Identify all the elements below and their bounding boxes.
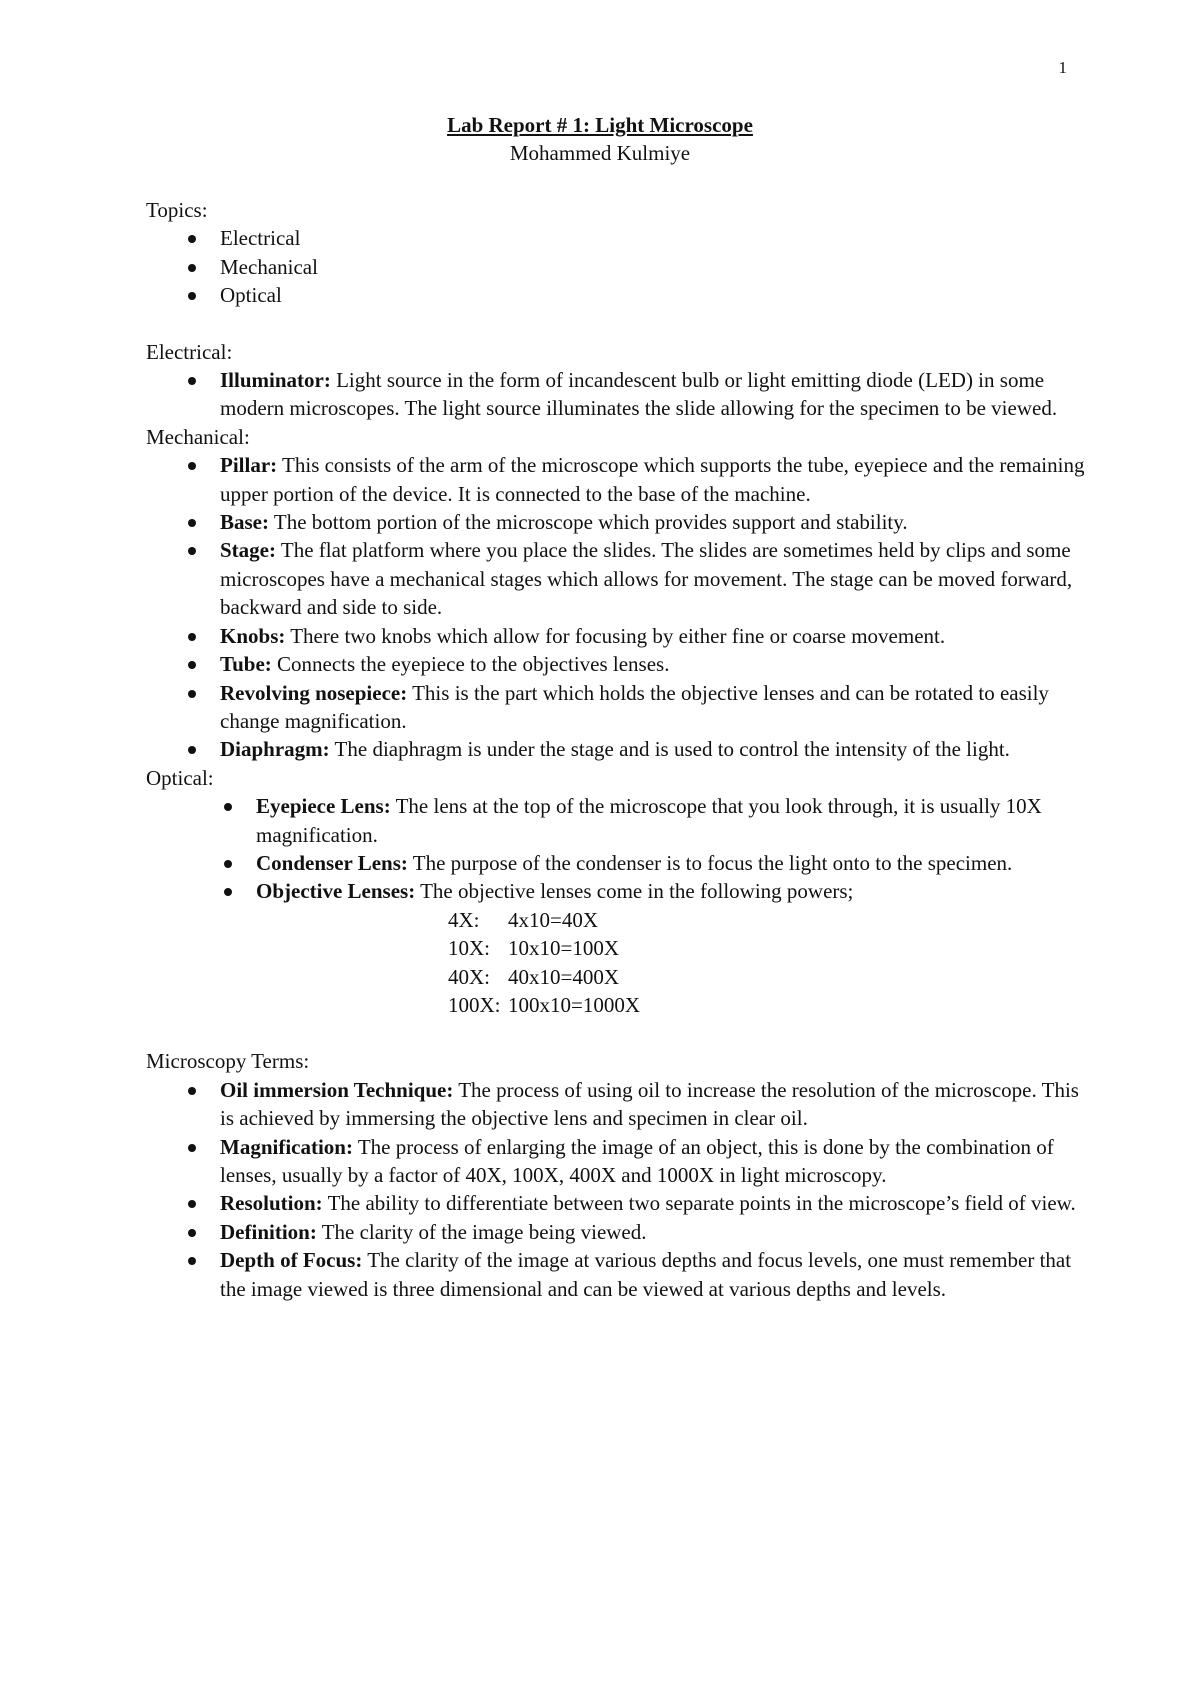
term-definition: The flat platform where you place the slides. The slides are sometimes held by clips and some microscopes have a mechanical stages which allows for movement. The stage can be moved forward, backward and side to side. bbox=[220, 538, 1073, 620]
terms-heading: Microscopy Terms: bbox=[146, 1049, 310, 1074]
term-label: Tube: bbox=[220, 652, 272, 677]
power-row bbox=[448, 934, 1086, 962]
term-label: Eyepiece Lens: bbox=[256, 794, 391, 819]
list-item: Mechanical bbox=[146, 253, 1086, 281]
list-item bbox=[146, 1218, 1086, 1246]
power-value: 100X: bbox=[448, 992, 501, 1017]
term-definition: The process of enlarging the image of an object, this is done by the combination of lenses, usually by a factor of 40X, 100X, 400X and 1000X in light microscopy. bbox=[220, 1134, 1054, 1187]
term-label: Illuminator: bbox=[220, 368, 331, 393]
power-calculation: 4x10=40X bbox=[508, 907, 599, 932]
term-definition: Connects the eyepiece to the objectives lenses. bbox=[277, 652, 670, 677]
report-body bbox=[146, 196, 1086, 1303]
list-item bbox=[146, 1246, 1086, 1303]
term-label: Pillar: bbox=[220, 453, 278, 478]
list-item: Electrical bbox=[146, 224, 1086, 252]
term-label: Base: bbox=[220, 510, 269, 535]
term-definition: There two knobs which allow for focusing by either fine or coarse movement. bbox=[290, 623, 946, 648]
electrical-heading: Electrical: bbox=[146, 339, 233, 364]
term-definition: The diaphragm is under the stage and is used to control the intensity of the light. bbox=[334, 737, 1010, 762]
term-label: Condenser Lens: bbox=[256, 850, 408, 875]
author-name: Mohammed Kulmiye bbox=[509, 141, 691, 165]
term-definition: This is the part which holds the objective lenses and can be rotated to easily change magnification. bbox=[220, 680, 1049, 733]
power-calculation: 10x10=100X bbox=[508, 936, 620, 961]
term-definition: The bottom portion of the microscope which provides support and stability. bbox=[273, 510, 908, 535]
term-definition: The clarity of the image being viewed. bbox=[321, 1219, 647, 1244]
title-block bbox=[0, 111, 1200, 167]
term-label: Resolution: bbox=[220, 1191, 323, 1216]
list-item bbox=[146, 792, 1086, 849]
power-value: 10X: bbox=[448, 936, 490, 961]
list-item bbox=[146, 1133, 1086, 1190]
power-value: 4X: bbox=[448, 907, 480, 932]
list-item: Optical bbox=[146, 281, 1086, 309]
term-label: Stage: bbox=[220, 538, 276, 563]
topics-list bbox=[146, 224, 1086, 309]
list-item bbox=[146, 679, 1086, 736]
term-label: Objective Lenses: bbox=[256, 879, 416, 904]
term-definition: This consists of the arm of the microscope which supports the tube, eyepiece and the remaining upper portion of the device. It is connected to the base of the machine. bbox=[220, 453, 1085, 506]
list-item bbox=[146, 1189, 1086, 1217]
list-item bbox=[146, 849, 1086, 877]
list-item bbox=[146, 451, 1086, 508]
list-item bbox=[146, 622, 1086, 650]
term-label: Depth of Focus: bbox=[220, 1248, 363, 1273]
list-item bbox=[146, 508, 1086, 536]
list-item bbox=[146, 1076, 1086, 1133]
list-item bbox=[146, 536, 1086, 621]
report-title: Lab Report # 1: Light Microscope bbox=[447, 113, 753, 137]
power-calculation: 40x10=400X bbox=[508, 964, 620, 989]
term-label: Definition: bbox=[220, 1219, 317, 1244]
power-value: 40X: bbox=[448, 964, 490, 989]
list-item bbox=[146, 650, 1086, 678]
list-item bbox=[146, 366, 1086, 423]
terms-list bbox=[146, 1076, 1086, 1303]
term-definition: The process of using oil to increase the resolution of the microscope. This is achieved by immersing the objective lens and specimen in clear oil. bbox=[220, 1077, 1079, 1131]
term-definition: The purpose of the condenser is to focus the light onto to the specimen. bbox=[412, 850, 1013, 875]
term-label: Magnification: bbox=[220, 1134, 353, 1159]
topics-heading: Topics: bbox=[146, 198, 208, 222]
term-label: Oil immersion Technique: bbox=[220, 1077, 454, 1102]
term-label: Revolving nosepiece: bbox=[220, 680, 408, 705]
term-definition: Light source in the form of incandescent bulb or light emitting diode (LED) in some modern microscopes. The light source illuminates the slide allowing for the specimen to be viewed. bbox=[220, 368, 1058, 421]
power-row bbox=[448, 963, 1086, 991]
optical-heading: Optical: bbox=[146, 765, 214, 790]
term-definition: The objective lenses come in the following powers; bbox=[420, 879, 854, 904]
power-calculation: 100x10=1000X bbox=[508, 992, 641, 1017]
electrical-list bbox=[146, 366, 1086, 423]
spacer bbox=[146, 310, 1086, 338]
spacer bbox=[146, 1019, 1086, 1047]
objective-powers-table bbox=[448, 906, 1086, 1020]
optical-list bbox=[146, 792, 1086, 906]
list-item bbox=[146, 735, 1086, 763]
term-definition: The lens at the top of the microscope that you look through, it is usually 10X magnification. bbox=[256, 794, 1042, 847]
term-label: Knobs: bbox=[220, 623, 286, 648]
term-definition: The clarity of the image at various depths and focus levels, one must remember that the image viewed is three dimensional and can be viewed at various depths and levels. bbox=[220, 1248, 1072, 1301]
power-row bbox=[448, 906, 1086, 934]
list-item bbox=[146, 877, 1086, 905]
page-number: 1 bbox=[1058, 58, 1067, 77]
mechanical-list bbox=[146, 451, 1086, 763]
term-definition: The ability to differentiate between two separate points in the microscope’s field of view. bbox=[327, 1191, 1076, 1216]
mechanical-heading: Mechanical: bbox=[146, 424, 250, 449]
power-row bbox=[448, 991, 1086, 1019]
term-label: Diaphragm: bbox=[220, 737, 330, 762]
